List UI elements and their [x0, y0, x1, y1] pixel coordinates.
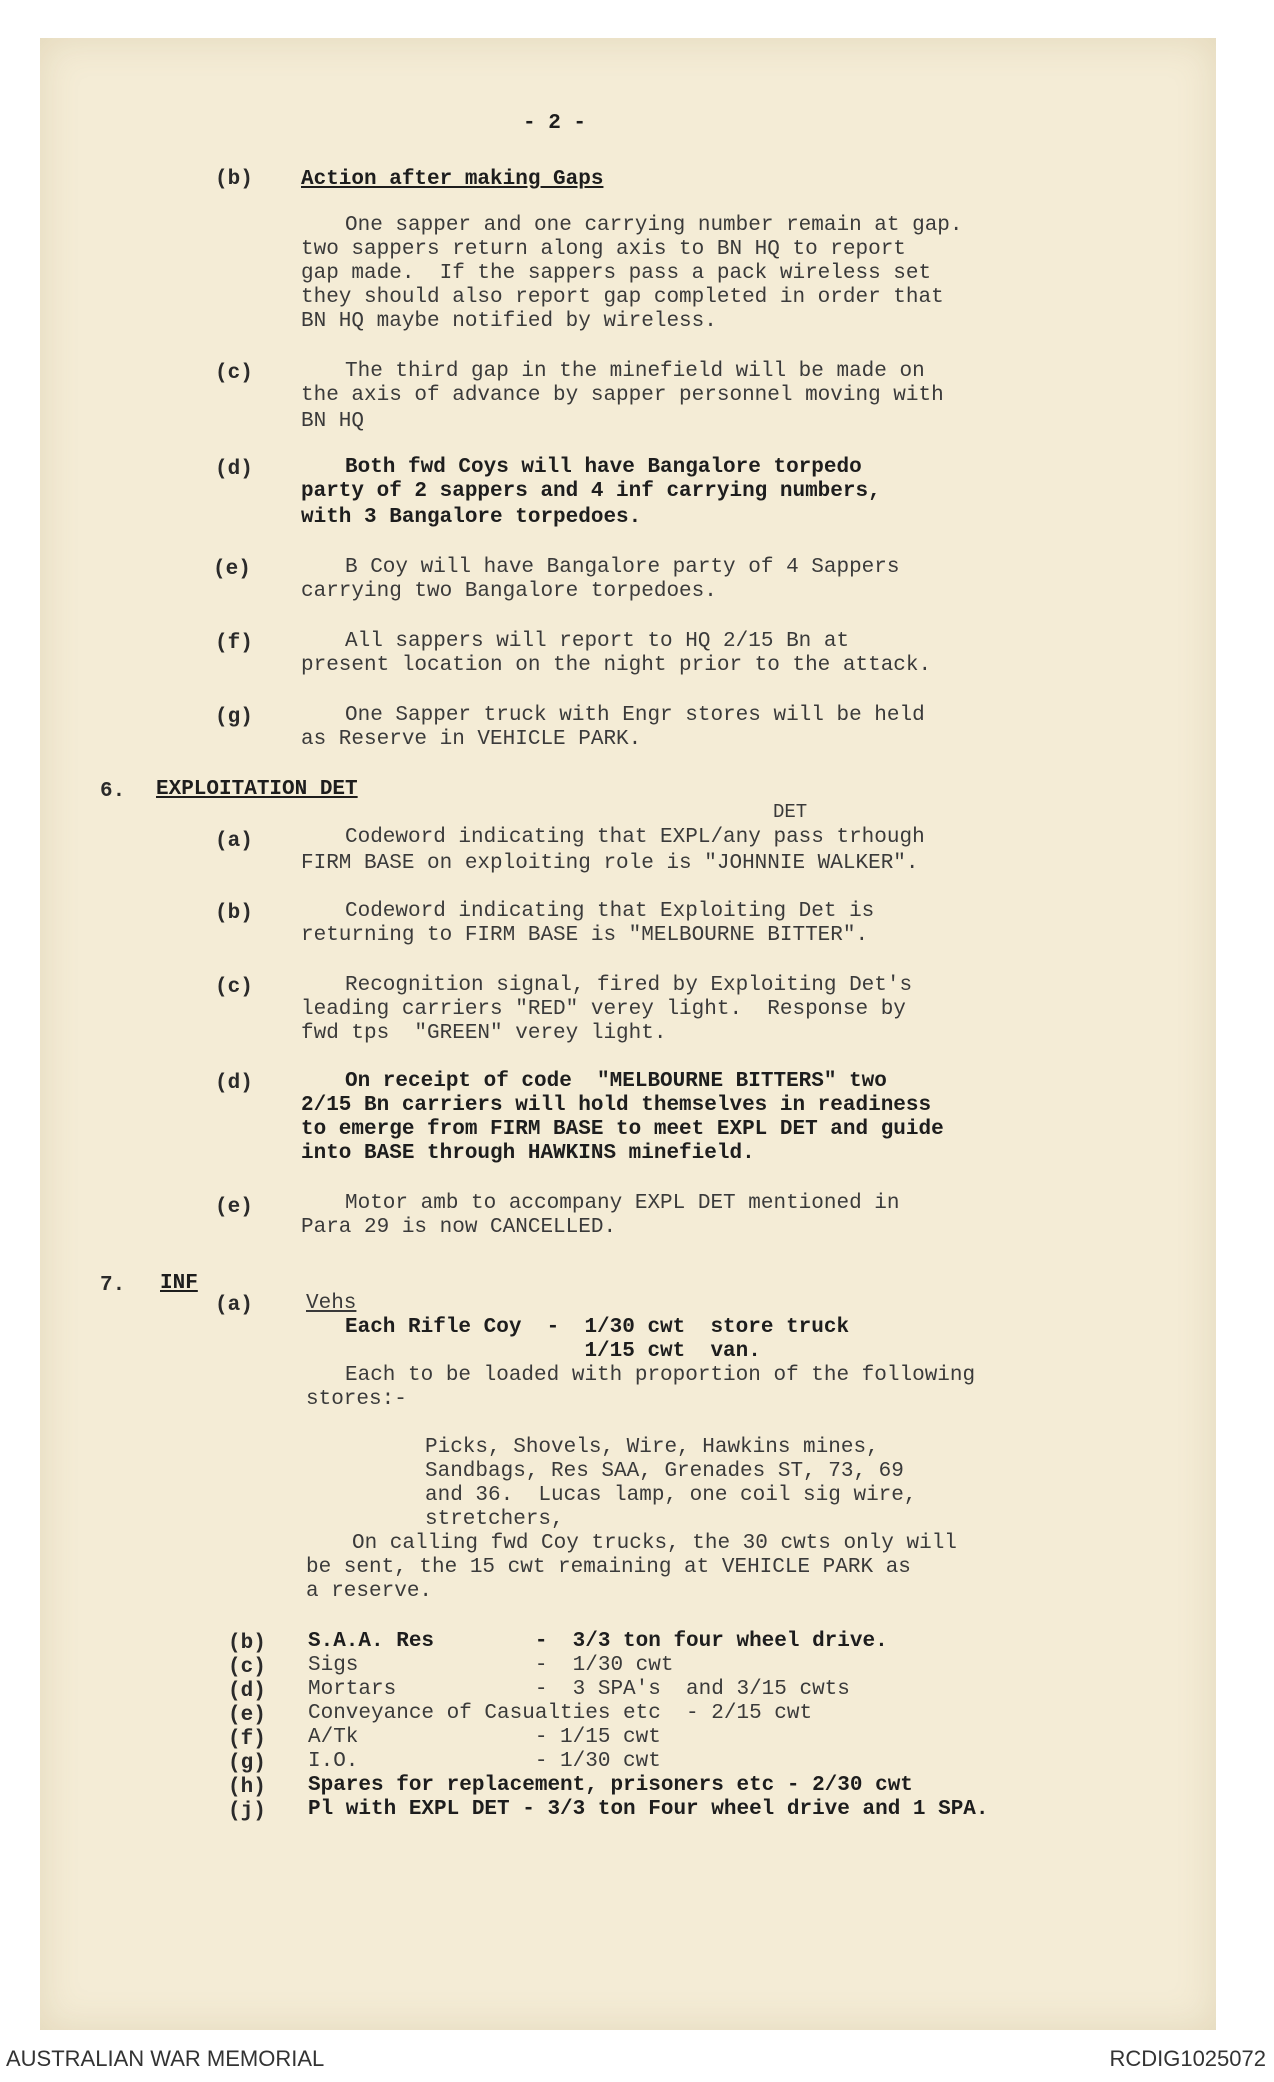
text-line: with 3 Bangalore torpedoes. — [301, 506, 642, 529]
vehicle-allocation-line: A/Tk - 1/15 cwt — [308, 1726, 661, 1749]
vehicle-allocation-line: Sigs - 1/30 cwt — [308, 1654, 674, 1677]
text-line: stores:- — [306, 1388, 407, 1411]
text-line: BN HQ maybe notified by wireless. — [301, 310, 717, 333]
text-line: they should also report gap completed in order that — [301, 286, 944, 309]
para-number-6: 6. — [100, 780, 126, 803]
item-label-6c: (c) — [215, 976, 253, 999]
text-line: party of 2 sappers and 4 inf carrying numbers, — [301, 480, 881, 503]
item-label-7h: (h) — [228, 1776, 266, 1799]
text-line: One sapper and one carrying number remain at gap. — [345, 214, 963, 237]
text-line: the axis of advance by sapper personnel moving with — [301, 384, 944, 407]
text-line: be sent, the 15 cwt remaining at VEHICLE PARK as — [306, 1556, 911, 1579]
stores-line: Sandbags, Res SAA, Grenades ST, 73, 69 — [425, 1460, 904, 1483]
text-line: to emerge from FIRM BASE to meet EXPL DET and guide — [301, 1118, 944, 1141]
text-line: into BASE through HAWKINS minefield. — [301, 1142, 755, 1165]
item-label-c: (c) — [215, 362, 253, 385]
section-heading: Action after making Gaps — [301, 168, 604, 191]
stores-line: stretchers, — [425, 1508, 564, 1531]
text-line: Motor amb to accompany EXPL DET mentioned in — [345, 1192, 900, 1215]
text-line: Each to be loaded with proportion of the following — [345, 1364, 976, 1387]
vehicle-allocation-line: S.A.A. Res - 3/3 ton four wheel drive. — [308, 1630, 888, 1653]
item-label-6e: (e) — [215, 1196, 253, 1219]
text-line: 1/15 cwt van. — [345, 1340, 761, 1363]
item-label-b: (b) — [215, 168, 253, 191]
item-label-6a: (a) — [215, 830, 253, 853]
item-label-7c: (c) — [228, 1656, 266, 1679]
item-label-7b: (b) — [228, 1632, 266, 1655]
text-line: Codeword indicating that Exploiting Det is — [345, 900, 875, 923]
text-line: One Sapper truck with Engr stores will be held — [345, 704, 925, 727]
vehicle-allocation-line: Spares for replacement, prisoners etc - 2/30 cwt — [308, 1774, 913, 1797]
text-line: On receipt of code "MELBOURNE BITTERS" two — [345, 1070, 887, 1093]
text-line: present location on the night prior to the attack. — [301, 654, 932, 677]
text-line: 2/15 Bn carriers will hold themselves in readiness — [301, 1094, 932, 1117]
item-label-6b: (b) — [215, 902, 253, 925]
text-line: two sappers return along axis to BN HQ to report — [301, 238, 906, 261]
text-line: BN HQ — [301, 410, 365, 433]
text-line: The third gap in the minefield will be made on — [345, 360, 925, 383]
stores-line: and 36. Lucas lamp, one coil sig wire, — [425, 1484, 917, 1507]
text-line: On calling fwd Coy trucks, the 30 cwts only will — [352, 1532, 957, 1555]
vehicle-allocation-line: Conveyance of Casualties etc - 2/15 cwt — [308, 1702, 813, 1725]
para-number-7: 7. — [100, 1274, 126, 1297]
text-line: leading carriers "RED" verey light. Response by — [301, 998, 906, 1021]
stores-line: Picks, Shovels, Wire, Hawkins mines, — [425, 1436, 879, 1459]
text-line: returning to FIRM BASE is "MELBOURNE BITTER". — [301, 924, 869, 947]
text-line: a reserve. — [306, 1580, 433, 1603]
para-heading-inf: INF — [160, 1272, 198, 1295]
handwritten-insert: DET — [773, 801, 808, 823]
text-line: Both fwd Coys will have Bangalore torpedo — [345, 456, 862, 479]
subheading-vehs: Vehs — [306, 1292, 357, 1315]
item-label-7e: (e) — [228, 1704, 266, 1727]
vehicle-allocation-line: Pl with EXPL DET - 3/3 ton Four wheel drive and 1 SPA. — [308, 1798, 989, 1821]
text-line: Codeword indicating that EXPL/any pass trhough — [345, 826, 925, 849]
item-label-g: (g) — [215, 706, 253, 729]
page-number: - 2 - — [523, 112, 587, 135]
text-line: All sappers will report to HQ 2/15 Bn at — [345, 630, 850, 653]
vehicle-allocation-line: I.O. - 1/30 cwt — [308, 1750, 661, 1773]
item-label-7d: (d) — [228, 1680, 266, 1703]
text-line: gap made. If the sappers pass a pack wireless set — [301, 262, 932, 285]
text-line: as Reserve in VEHICLE PARK. — [301, 728, 642, 751]
text-line: carrying two Bangalore torpedoes. — [301, 580, 717, 603]
item-label-7g: (g) — [228, 1752, 266, 1775]
item-label-e: (e) — [213, 558, 251, 581]
item-label-7a: (a) — [215, 1294, 253, 1317]
item-label-7f: (f) — [228, 1728, 266, 1751]
footer-record-id: RCDIG1025072 — [1109, 2046, 1266, 2071]
item-label-d: (d) — [215, 458, 253, 481]
text-line: B Coy will have Bangalore party of 4 Sappers — [345, 556, 900, 579]
text-line: Para 29 is now CANCELLED. — [301, 1216, 617, 1239]
text-line: FIRM BASE on exploiting role is "JOHNNIE WALKER". — [301, 852, 919, 875]
text-line: fwd tps "GREEN" verey light. — [301, 1022, 667, 1045]
item-label-f: (f) — [215, 632, 253, 655]
vehicle-allocation-line: Mortars - 3 SPA's and 3/15 cwts — [308, 1678, 850, 1701]
item-label-7j: (j) — [228, 1800, 266, 1823]
text-line: Each Rifle Coy - 1/30 cwt store truck — [345, 1316, 850, 1339]
item-label-6d: (d) — [215, 1072, 253, 1095]
footer-institution: AUSTRALIAN WAR MEMORIAL — [6, 2046, 325, 2071]
para-heading-exploitation-det: EXPLOITATION DET — [156, 778, 358, 801]
text-line: Recognition signal, fired by Exploiting Det's — [345, 974, 913, 997]
